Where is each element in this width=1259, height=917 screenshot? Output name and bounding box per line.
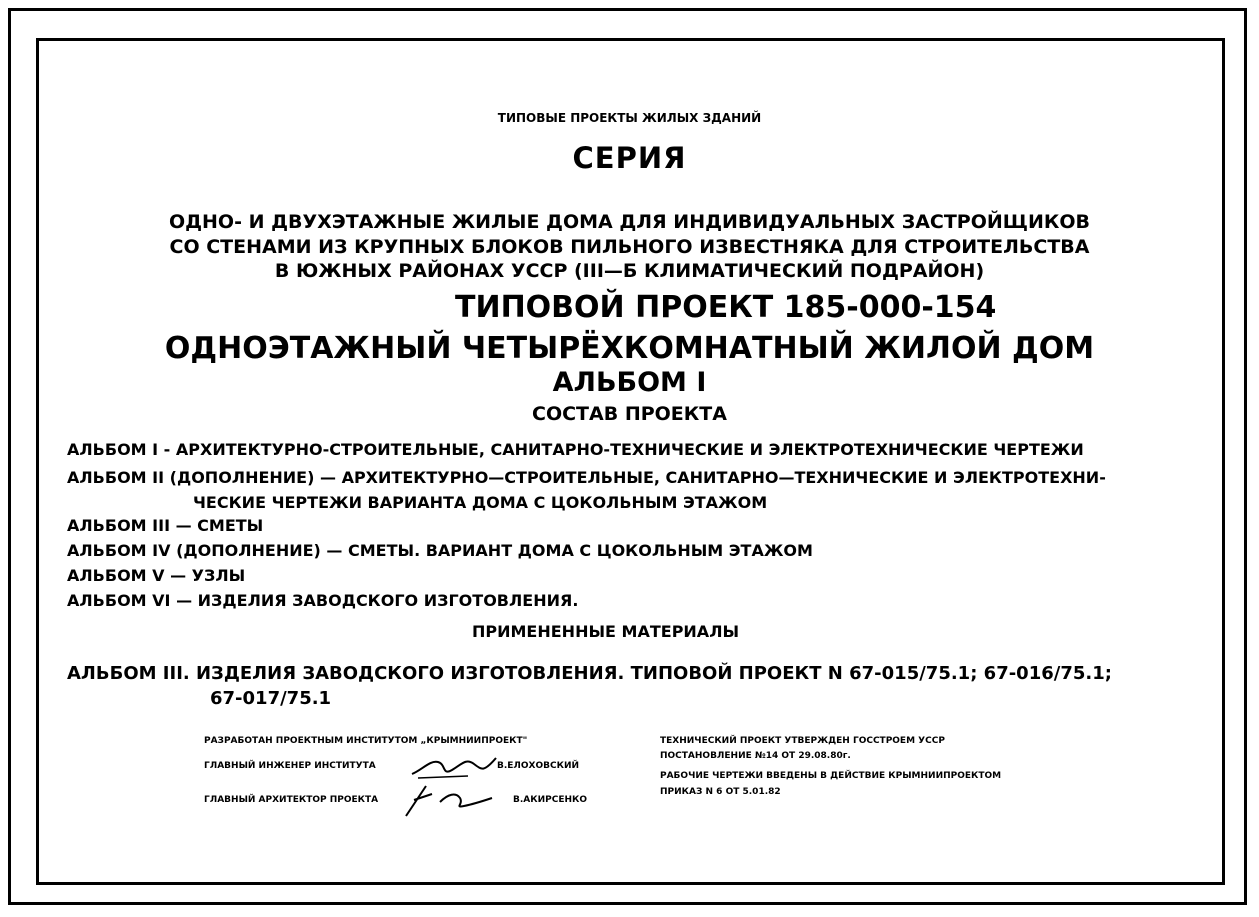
approval-line-4: ПРИКАЗ N 6 ОТ 5.01.82 bbox=[660, 787, 781, 797]
materials-heading: ПРИМЕНЕННЫЕ МАТЕРИАЛЫ bbox=[472, 622, 740, 641]
approval-line-2: ПОСТАНОВЛЕНИЕ №14 ОТ 29.08.80г. bbox=[660, 751, 851, 761]
composition-heading: СОСТАВ ПРОЕКТА bbox=[532, 403, 727, 425]
developer-line: РАЗРАБОТАН ПРОЕКТНЫМ ИНСТИТУТОМ „КРЫМНИИПРОЕКТ" bbox=[204, 736, 528, 746]
subtitle: ТИПОВЫЕ ПРОЕКТЫ ЖИЛЫХ ЗДАНИЙ bbox=[497, 111, 762, 125]
composition-item-2: АЛЬБОМ II (ДОПОЛНЕНИЕ) — АРХИТЕКТУРНО—СТРОИТЕЛЬНЫЕ, САНИТАРНО—ТЕХНИЧЕСКИЕ И ЭЛЕКТРОТЕХНИ- bbox=[67, 468, 1106, 487]
series-line-3: В ЮЖНЫХ РАЙОНАХ УССР (III—Б КЛИМАТИЧЕСКИЙ ПОДРАЙОН) bbox=[274, 260, 985, 282]
series-label: СЕРИЯ bbox=[572, 141, 687, 175]
composition-item-1: АЛЬБОМ I - АРХИТЕКТУРНО-СТРОИТЕЛЬНЫЕ, САНИТАРНО-ТЕХНИЧЕСКИЕ И ЭЛЕКТРОТЕХНИЧЕСКИЕ ЧЕРТЕЖИ bbox=[67, 440, 1084, 459]
series-line-2: СО СТЕНАМИ ИЗ КРУПНЫХ БЛОКОВ ПИЛЬНОГО ИЗВЕСТНЯКА ДЛЯ СТРОИТЕЛЬСТВА bbox=[169, 236, 1090, 258]
series-line-1: ОДНО- И ДВУХЭТАЖНЫЕ ЖИЛЫЕ ДОМА ДЛЯ ИНДИВИДУАЛЬНЫХ ЗАСТРОЙЩИКОВ bbox=[168, 211, 1091, 233]
approval-line-3: РАБОЧИЕ ЧЕРТЕЖИ ВВЕДЕНЫ В ДЕЙСТВИЕ КРЫМНИИПРОЕКТОМ bbox=[660, 771, 1002, 781]
chief-architect-name: В.АКИРСЕНКО bbox=[513, 795, 588, 805]
chief-engineer-signature bbox=[408, 752, 500, 782]
album-title: АЛЬБОМ I bbox=[552, 367, 707, 398]
composition-item-6: АЛЬБОМ VI — ИЗДЕЛИЯ ЗАВОДСКОГО ИЗГОТОВЛЕНИЯ. bbox=[67, 591, 579, 610]
approval-line-1: ТЕХНИЧЕСКИЙ ПРОЕКТ УТВЕРЖДЕН ГОССТРОЕМ УССР bbox=[660, 736, 945, 746]
chief-architect-signature bbox=[400, 780, 500, 820]
chief-engineer-label: ГЛАВНЫЙ ИНЖЕНЕР ИНСТИТУТА bbox=[204, 761, 376, 771]
chief-architect-label: ГЛАВНЫЙ АРХИТЕКТОР ПРОЕКТА bbox=[204, 795, 379, 805]
composition-item-2-cont: ЧЕСКИЕ ЧЕРТЕЖИ ВАРИАНТА ДОМА С ЦОКОЛЬНЫМ ЭТАЖОМ bbox=[193, 493, 768, 512]
composition-item-5: АЛЬБОМ V — УЗЛЫ bbox=[67, 566, 246, 585]
chief-engineer-name: В.ЕЛОХОВСКИЙ bbox=[497, 761, 580, 771]
materials-line-1: АЛЬБОМ III. ИЗДЕЛИЯ ЗАВОДСКОГО ИЗГОТОВЛЕНИЯ. ТИПОВОЙ ПРОЕКТ N 67-015/75.1; 67-016/75.1; bbox=[67, 663, 1112, 684]
composition-item-4: АЛЬБОМ IV (ДОПОЛНЕНИЕ) — СМЕТЫ. ВАРИАНТ ДОМА С ЦОКОЛЬНЫМ ЭТАЖОМ bbox=[67, 541, 813, 560]
composition-item-3: АЛЬБОМ III — СМЕТЫ bbox=[67, 516, 264, 535]
materials-line-2: 67-017/75.1 bbox=[210, 688, 332, 709]
project-number: ТИПОВОЙ ПРОЕКТ 185-000-154 bbox=[455, 290, 997, 325]
building-title: ОДНОЭТАЖНЫЙ ЧЕТЫРЁХКОМНАТНЫЙ ЖИЛОЙ ДОМ bbox=[164, 331, 1095, 366]
